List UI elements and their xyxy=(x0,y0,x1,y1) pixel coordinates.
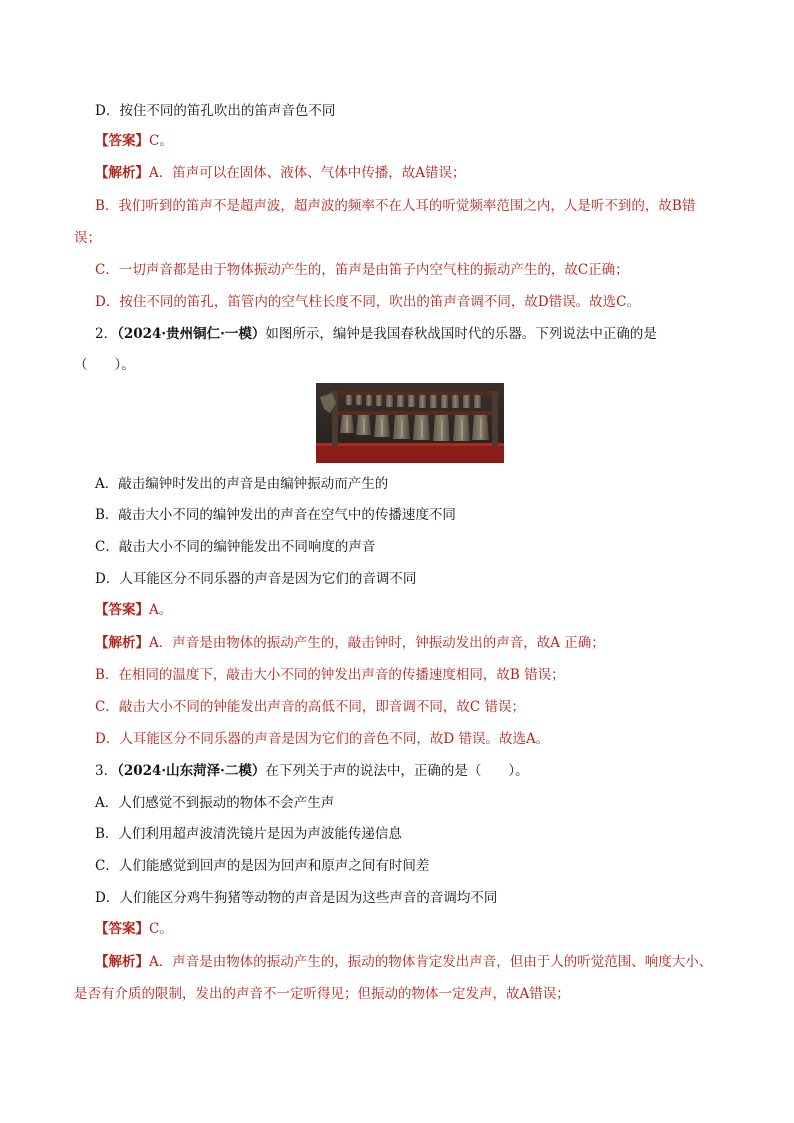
q2-option-b: B．敲击大小不同的编钟发出的声音在空气中的传播速度不同 xyxy=(95,507,456,523)
q1-explanation-d: D．按住不同的笛孔，笛管内的空气柱长度不同，吹出的笛声音调不同，故D错误。故选C。 xyxy=(95,294,640,310)
q1-explanation-a xyxy=(95,163,745,183)
answer-bracket: 【答案】 xyxy=(95,133,149,149)
q2-number: 2． xyxy=(95,326,118,342)
explanation-bracket: 【解析】 xyxy=(95,635,149,651)
bianzhong-illustration xyxy=(316,383,504,463)
q2-option-c: C．敲击大小不同的编钟能发出不同响度的声音 xyxy=(95,539,376,555)
q2-text: 如图所示，编钟是我国春秋战国时代的乐器。下列说法中正确的是 xyxy=(265,326,657,342)
q1-explanation-c: C．一切声音都是由于物体振动产生的，笛声是由笛子内空气柱的振动产生的，故C正确； xyxy=(95,262,629,278)
q3-source: （2024·山东菏泽·二模） xyxy=(117,763,266,779)
bianzhong-bells-photo xyxy=(316,383,504,463)
q3-stem xyxy=(95,761,745,781)
q3-number: 3． xyxy=(95,763,118,779)
q3-option-a: A．人们感觉不到振动的物体不会产生声 xyxy=(95,795,335,811)
q2-explanation-b: B．在相同的温度下，敲击大小不同的钟发出声音的传播速度相同，故B 错误； xyxy=(95,667,565,683)
explanation-text: A．笛声可以在固体、液体、气体中传播，故A错误； xyxy=(149,165,466,181)
answer-bracket: 【答案】 xyxy=(95,921,149,937)
q1-explanation-b-line1: B．我们听到的笛声不是超声波，超声波的频率不在人耳的听觉频率范围之内，人是听不到的，故B错 xyxy=(95,198,696,214)
q2-answer xyxy=(95,600,745,620)
explanation-bracket: 【解析】 xyxy=(95,165,149,181)
q1-answer xyxy=(95,131,745,151)
explanation-text: A．声音是由物体的振动产生的，敲击钟时，钟振动发出的声音，故A 正确； xyxy=(149,635,605,651)
q2-explanation-d: D．人耳能区分不同乐器的声音是因为它们的音色不同，故D 错误。故选A。 xyxy=(95,731,550,747)
q2-stem xyxy=(95,324,745,344)
answer-value: A。 xyxy=(149,602,173,618)
answer-value: C。 xyxy=(149,921,173,937)
q2-option-a: A．敲击编钟时发出的声音是由编钟振动而产生的 xyxy=(95,476,389,492)
q1-explanation-b-line2: 误； xyxy=(74,230,101,246)
q2-explanation-c: C．敲击大小不同的钟能发出声音的高低不同，即音调不同，故C 错误； xyxy=(95,699,525,715)
explanation-bracket: 【解析】 xyxy=(95,954,149,970)
q3-answer xyxy=(95,919,745,939)
explanation-text: A．声音是由物体的振动产生的，振动的物体肯定发出声音，但由于人的听觉范围、响度大小、 xyxy=(149,954,713,970)
q3-text: 在下列关于声的说法中，正确的是（ ）。 xyxy=(265,763,529,779)
q3-explanation-a-line1 xyxy=(95,952,745,972)
q3-option-d: D．人们能区分鸡牛狗猪等动物的声音是因为这些声音的音调均不同 xyxy=(95,890,498,906)
q2-option-d: D．人耳能区分不同乐器的声音是因为它们的音调不同 xyxy=(95,571,417,587)
q2-source: （2024·贵州铜仁·一模） xyxy=(117,326,266,342)
answer-bracket: 【答案】 xyxy=(95,602,149,618)
q2-blank: （ ）。 xyxy=(74,357,135,373)
q1-option-d: D．按住不同的笛孔吹出的笛声音色不同 xyxy=(95,103,336,119)
q3-option-c: C．人们能感觉到回声的是因为回声和原声之间有时间差 xyxy=(95,858,430,874)
q3-explanation-a-line2: 是否有介质的限制，发出的声音不一定听得见；但振动的物体一定发声，故A错误； xyxy=(74,986,570,1002)
q2-explanation-a xyxy=(95,633,745,653)
q3-option-b: B．人们利用超声波清洗镜片是因为声波能传递信息 xyxy=(95,826,402,842)
answer-value: C。 xyxy=(149,133,173,149)
